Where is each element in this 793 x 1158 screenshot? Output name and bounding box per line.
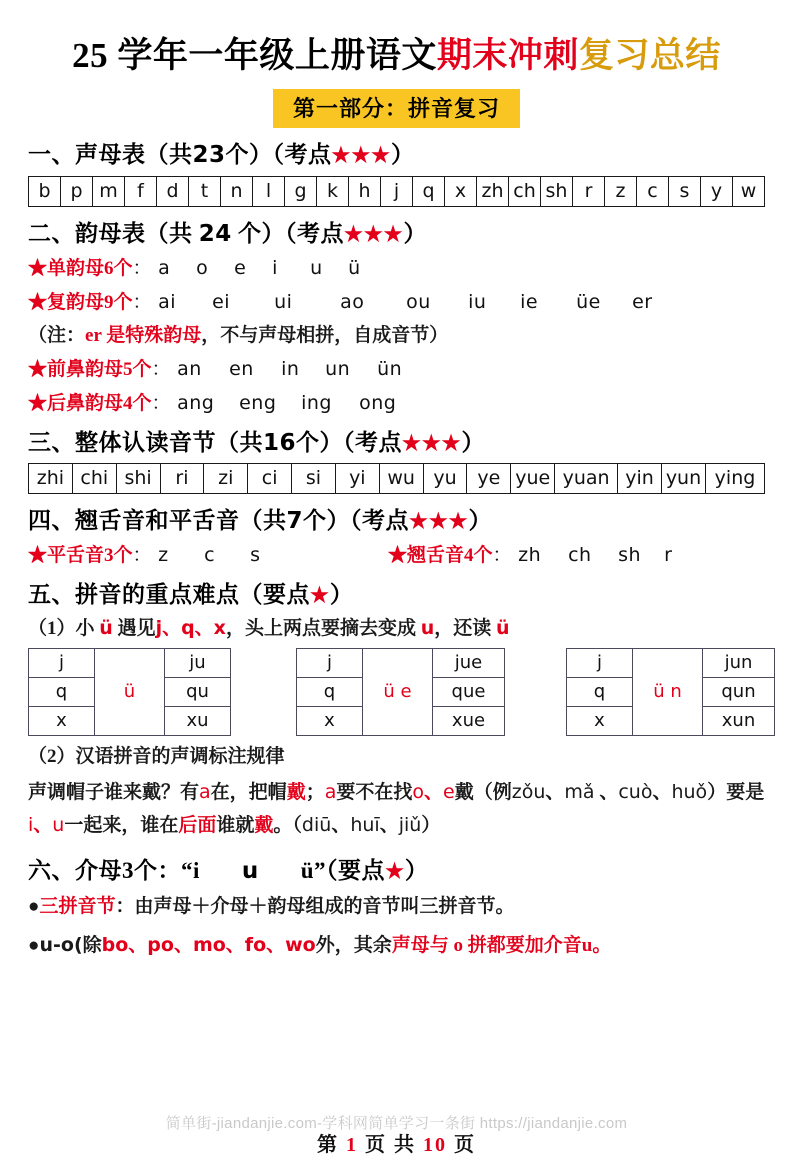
rule1-p2: 遇见: [112, 618, 156, 640]
cell-result: ju: [165, 648, 231, 677]
bullet-uo-black1: u-o(除: [39, 934, 102, 957]
cell: f: [125, 176, 157, 206]
r2-l2sep2: 、: [331, 814, 351, 836]
yunmu-label: 单韵母: [47, 257, 105, 279]
r2-sep: 、: [424, 781, 444, 803]
r2-sep4: 、: [652, 781, 672, 803]
heading-shengmu: [28, 142, 765, 168]
cell: yin: [618, 463, 662, 493]
cell: wu: [379, 463, 423, 493]
heading-jiemu-mid2: ü”（要点: [300, 858, 386, 884]
cell: si: [292, 463, 336, 493]
heading-nandian-suffix: ）: [329, 581, 354, 607]
cell-vowel: ü n: [633, 648, 703, 735]
yunmu-label: 前鼻韵母: [47, 359, 124, 381]
heading-zhengti-mid: 个）（考点: [296, 429, 403, 455]
yunmu-count: 4: [123, 392, 133, 414]
cell-result: xu: [165, 706, 231, 735]
r2-dai: 戴: [286, 781, 306, 803]
cell-spacer: [505, 648, 567, 735]
bullet-uo-red1: bo、po、mo、fo、wo: [101, 934, 316, 957]
cell-initial: q: [297, 677, 363, 706]
heading-shengmu-prefix: 一、声母表（共: [28, 142, 193, 168]
yunmu-values: [171, 358, 403, 380]
heading-qiaoshe-prefix: 四、翘舌音和平舌音（共: [28, 507, 287, 533]
cell: d: [157, 176, 189, 206]
watermark: 简单街-jiandanjie.com-学科网简单学习一条街 https://jiandanjie.com: [165, 1115, 628, 1132]
cell-initial: q: [29, 677, 95, 706]
cell: h: [349, 176, 381, 206]
yunmu-row-dan: [28, 257, 765, 281]
yunmu-row-houbi: [28, 392, 765, 416]
cell-initial: j: [29, 648, 95, 677]
value: ü: [348, 256, 361, 279]
star-rating-icon: ★: [310, 582, 330, 607]
cell: l: [253, 176, 285, 206]
page-root: [0, 36, 793, 1158]
value: an: [177, 358, 202, 381]
r2-ex3: cuò: [618, 780, 653, 803]
value: ou: [406, 290, 431, 313]
cell: zh: [477, 176, 509, 206]
value: s: [250, 544, 261, 567]
cell: ri: [160, 463, 204, 493]
bullet-dot-icon: ●: [28, 896, 40, 918]
footer-total-pages: 10: [423, 1134, 447, 1156]
value: o: [196, 256, 209, 279]
heading-shengmu-count: 23: [192, 142, 226, 169]
heading-nandian: [28, 582, 765, 607]
yunmu-unit: 个: [113, 257, 133, 279]
heading-jiemu-text: 六、介母3个：“i: [28, 858, 200, 884]
table-row: [29, 176, 765, 206]
heading-shengmu-suffix: ）: [391, 142, 415, 168]
note-pre: （注：: [28, 325, 86, 347]
r2-l2dai: 戴: [254, 814, 274, 836]
cell: t: [189, 176, 221, 206]
r2-o: o: [412, 780, 425, 803]
r2-a: 声调帽子谁来戴？有: [28, 781, 200, 803]
r2-houmian: 后面: [178, 814, 217, 836]
cell: c: [637, 176, 669, 206]
cell: w: [733, 176, 765, 206]
yunmu-note: [28, 324, 765, 348]
footer-post: 页: [447, 1134, 476, 1156]
r2-c: ；: [305, 781, 325, 803]
r2-l2f: ）: [421, 814, 441, 836]
r2-l2d: 谁就: [216, 814, 255, 836]
bullet-star-icon: ★: [388, 545, 408, 567]
r2-sep2: 、: [545, 781, 565, 803]
pingshe-values: [152, 544, 261, 566]
qiaoshe-values: [512, 544, 673, 566]
heading-jiemu: [28, 858, 765, 884]
value: iu: [468, 290, 487, 313]
value: üe: [576, 290, 601, 313]
cell: yue: [511, 463, 555, 493]
value: c: [204, 544, 216, 567]
document-title: [28, 36, 765, 76]
heading-yunmu-prefix: 二、韵母表（共: [28, 220, 199, 246]
heading-qiaoshe-count: 7: [286, 507, 304, 534]
value: un: [325, 358, 351, 381]
heading-yunmu-count: 24: [198, 220, 232, 247]
cell: k: [317, 176, 349, 206]
pingshe-colon: ：: [132, 545, 152, 567]
star-rating-icon: ★★★: [409, 508, 469, 533]
value: r: [664, 544, 673, 567]
shengmu-table: [28, 176, 765, 207]
cell: j: [381, 176, 413, 206]
cell: p: [61, 176, 93, 206]
r2-l2sep: 、: [33, 814, 53, 836]
value: ui: [274, 290, 293, 313]
title-part-black: 25 学年一年级上册语文: [72, 36, 437, 75]
r2-sep3: 、: [594, 781, 619, 803]
value: ün: [377, 358, 403, 381]
heading-shengmu-mid: 个）（考点: [225, 142, 332, 168]
cell-initial: x: [29, 706, 95, 735]
yunmu-label: 复韵母: [47, 291, 105, 313]
cell: yu: [423, 463, 467, 493]
heading-qiaoshe-mid: 个）（考点: [303, 507, 410, 533]
title-part-gold: 复习总结: [578, 36, 721, 75]
rule1-u2: ü: [496, 617, 510, 640]
cell-result: jun: [703, 648, 775, 677]
bullet-uo-red2: 声母与 o 拼都要加介音u。: [391, 935, 612, 957]
cell: yi: [335, 463, 379, 493]
section-banner: 第一部分：拼音复习: [273, 89, 520, 128]
qiaoshe-colon: ：: [492, 545, 512, 567]
cell: g: [285, 176, 317, 206]
star-rating-icon: ★★★: [331, 143, 391, 168]
yunmu-count: 6: [104, 257, 114, 279]
heading-zhengti-count: 16: [263, 429, 297, 456]
yunmu-values: [171, 392, 397, 414]
value: ai: [158, 290, 177, 313]
bullet-sanpin: [28, 895, 765, 920]
cell-result: que: [433, 677, 505, 706]
yunmu-values: [152, 257, 387, 279]
yunmu-values: [152, 291, 653, 313]
cell-initial: x: [567, 706, 633, 735]
footer-mid: 页 共: [358, 1134, 423, 1156]
r2-d: 要不在找: [336, 781, 413, 803]
r2-ex2: mǎ: [564, 780, 595, 803]
heading-qiaoshe: [28, 508, 765, 534]
value: ing: [301, 391, 332, 414]
cell: x: [445, 176, 477, 206]
r2-l2sep3: 、: [379, 814, 399, 836]
pingshe-count: 3: [104, 545, 114, 567]
qiaoshe-label: 翘舌音: [407, 545, 465, 567]
cell-vowel: ü: [95, 648, 165, 735]
cell-spacer: [231, 648, 297, 735]
rule-2-body: [28, 776, 765, 843]
bullet-star-icon: ★: [28, 359, 48, 381]
cell: m: [93, 176, 125, 206]
cell: y: [701, 176, 733, 206]
cell: z: [605, 176, 637, 206]
qiaoshe-group: [388, 544, 672, 568]
cell-result: qun: [703, 677, 775, 706]
heading-jiemu-suffix: ）: [404, 858, 429, 884]
value: i: [272, 256, 278, 279]
value: en: [229, 358, 254, 381]
rule1-p3: ，头上两点要摘去变成: [225, 618, 421, 640]
bullet-dot-icon: ●: [28, 935, 40, 957]
table-row: [29, 463, 765, 493]
star-rating-icon: ★: [385, 859, 405, 884]
heading-qiaoshe-suffix: ）: [468, 507, 492, 533]
bullet-uo-black3: 其余: [353, 935, 392, 957]
cell: ying: [706, 463, 765, 493]
cell: shi: [116, 463, 160, 493]
r2-ex1: zǒu: [511, 780, 546, 803]
heading-jiemu-mid1: u: [241, 858, 259, 885]
jqx-table: [28, 648, 775, 736]
r2-b: 在，把帽: [210, 781, 287, 803]
rule1-u: u: [420, 617, 435, 640]
value: ao: [340, 290, 365, 313]
cell-result: xue: [433, 706, 505, 735]
pingshe-unit: 个: [113, 545, 133, 567]
r2-l2a: huǒ: [671, 780, 708, 803]
value: zh: [518, 544, 542, 567]
cell: ch: [509, 176, 541, 206]
r2-l2c: 一起来，谁在: [64, 814, 179, 836]
cell: sh: [541, 176, 573, 206]
cell-initial: x: [297, 706, 363, 735]
yunmu-unit: 个: [132, 359, 152, 381]
r2-u: u: [52, 813, 65, 836]
section-banner-wrap: [28, 89, 765, 128]
bullet-sanpin-em: 三拼音节: [39, 896, 116, 918]
value: sh: [618, 544, 642, 567]
bullet-sanpin-rest: ：由声母＋介母＋韵母组成的音节叫三拼音节。: [115, 896, 515, 918]
r2-l2b: ）要是: [707, 781, 765, 803]
yunmu-colon: ：: [132, 291, 152, 313]
heading-zhengti-prefix: 三、整体认读音节（共: [28, 429, 263, 455]
bullet-star-icon: ★: [28, 545, 48, 567]
r2-f: 戴（例: [454, 781, 512, 803]
rule1-p1: （1）小: [28, 618, 100, 640]
heading-zhengti: [28, 430, 765, 456]
r2-a-em: a: [199, 780, 211, 803]
value: ang: [177, 391, 215, 414]
bullet-uo-black2: 外，: [315, 935, 354, 957]
rule-1-text: [28, 616, 765, 642]
cell: yuan: [555, 463, 618, 493]
value: u: [310, 256, 323, 279]
bullet-uo: [28, 933, 765, 959]
heading-yunmu-suffix: ）: [403, 220, 427, 246]
yunmu-colon: ：: [132, 257, 152, 279]
rule-2-title: （2）汉语拼音的声调标注规律: [28, 745, 285, 767]
star-rating-icon: ★★★: [344, 221, 404, 246]
zhengti-table: [28, 463, 765, 494]
r2-a2: a: [324, 780, 337, 803]
yunmu-count: 5: [123, 359, 133, 381]
value: ch: [568, 544, 592, 567]
r2-l2e: 。（: [273, 814, 302, 836]
r2-i: i: [28, 813, 34, 836]
heading-yunmu-mid: 个）（考点: [231, 220, 345, 246]
cell-result: xun: [703, 706, 775, 735]
value: e: [234, 256, 247, 279]
rule1-p4: ，还读: [434, 618, 496, 640]
cell: zi: [204, 463, 248, 493]
note-post: ，不与声母相拼，自成音节）: [201, 325, 449, 347]
value: ie: [520, 290, 539, 313]
footer-pre: 第: [317, 1134, 346, 1156]
cell-initial: j: [567, 648, 633, 677]
yunmu-colon: ：: [151, 392, 171, 414]
cell-vowel: ü e: [363, 648, 433, 735]
cell: s: [669, 176, 701, 206]
r2-l2ex1: diū: [301, 813, 332, 836]
cell-initial: q: [567, 677, 633, 706]
value: in: [281, 358, 300, 381]
yunmu-row-fu: [28, 291, 765, 315]
yunmu-label: 后鼻韵母: [47, 392, 124, 414]
bullet-star-icon: ★: [28, 291, 48, 313]
cell: chi: [72, 463, 116, 493]
rule1-u-umlaut: ü: [99, 617, 113, 640]
page-footer: [0, 1128, 793, 1157]
yunmu-colon: ：: [151, 359, 171, 381]
value: eng: [239, 391, 277, 414]
cell: r: [573, 176, 605, 206]
heading-zhengti-suffix: ）: [461, 429, 485, 455]
cell: ye: [467, 463, 511, 493]
cell: q: [413, 176, 445, 206]
heading-yunmu: [28, 221, 765, 247]
qiaoshe-count: 4: [464, 545, 474, 567]
note-em: er 是特殊韵母: [85, 325, 202, 347]
r2-e: e: [443, 780, 455, 803]
cell-initial: j: [297, 648, 363, 677]
r2-l2ex2: huī: [350, 813, 380, 836]
cell: zhi: [29, 463, 73, 493]
bullet-star-icon: ★: [28, 392, 48, 414]
bullet-star-icon: ★: [28, 257, 48, 279]
footer-page-number: 1: [346, 1134, 358, 1156]
heading-nandian-text: 五、拼音的重点难点（要点: [28, 581, 310, 607]
shetone-row: [28, 544, 765, 568]
cell-result: jue: [433, 648, 505, 677]
value: ei: [212, 290, 231, 313]
table-row: [29, 648, 775, 677]
rule1-jqx: j、q、x: [155, 617, 226, 640]
yunmu-unit: 个: [132, 392, 152, 414]
cell: b: [29, 176, 61, 206]
title-part-red: 期末冲刺: [436, 36, 579, 75]
r2-l2ex3: jiǔ: [398, 813, 422, 836]
cell: n: [221, 176, 253, 206]
pingshe-label: 平舌音: [47, 545, 105, 567]
value: er: [632, 290, 653, 313]
yunmu-row-qianbi: [28, 358, 765, 382]
qiaoshe-unit: 个: [473, 545, 493, 567]
cell: yun: [661, 463, 705, 493]
yunmu-unit: 个: [113, 291, 133, 313]
value: ong: [359, 391, 397, 414]
value: a: [158, 256, 171, 279]
star-rating-icon: ★★★: [402, 430, 462, 455]
yunmu-count: 9: [104, 291, 114, 313]
value: z: [158, 544, 169, 567]
pingshe-group: [28, 544, 388, 568]
cell-result: qu: [165, 677, 231, 706]
cell: ci: [248, 463, 292, 493]
